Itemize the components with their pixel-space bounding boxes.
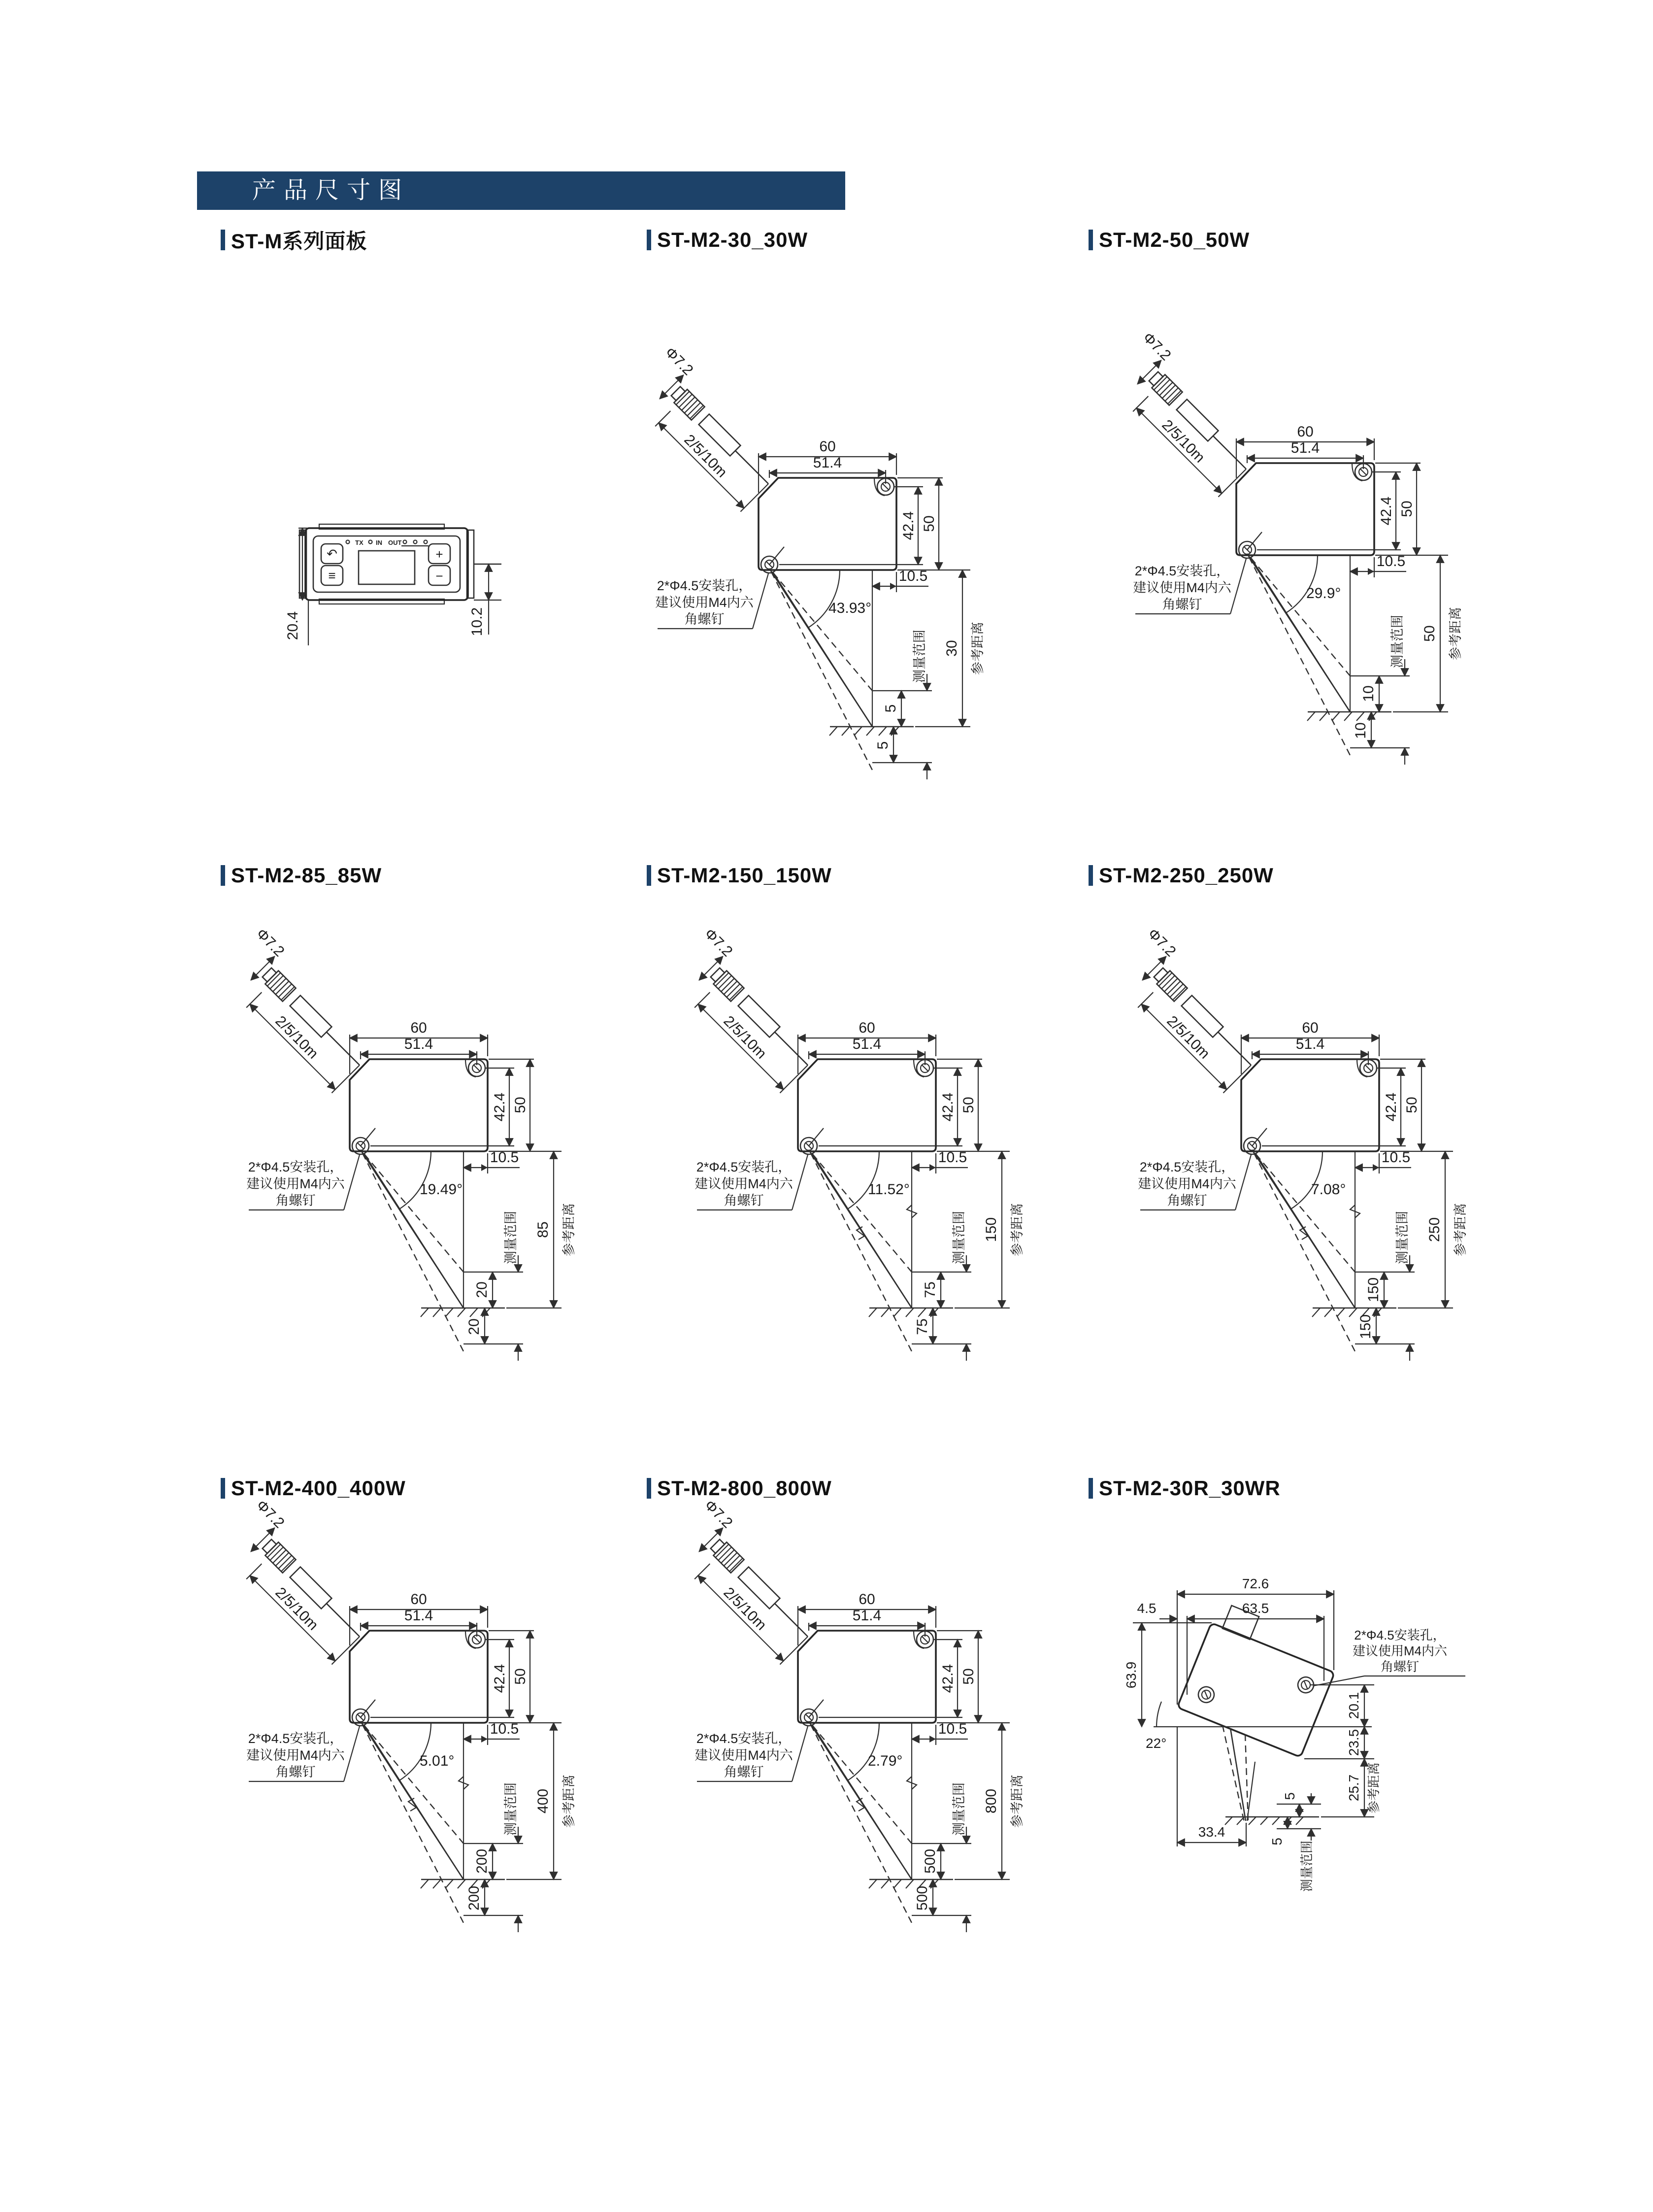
dim-width-label: 60 bbox=[819, 438, 836, 455]
dim-upper-label: 20.1 bbox=[1346, 1692, 1361, 1719]
section-title-text: ST-M2-250_250W bbox=[1099, 864, 1274, 887]
height-dimensions bbox=[819, 1059, 982, 1151]
range-caption: 测量范围 bbox=[503, 1782, 518, 1836]
dim-inner-width-label: 51.4 bbox=[404, 1036, 433, 1052]
sensor-body bbox=[1241, 1059, 1379, 1154]
title-accent-bar bbox=[1089, 230, 1093, 250]
mounting-note-line1: 2*Φ4.5安装孔， bbox=[248, 1160, 343, 1174]
dim-inner-width-label: 51.4 bbox=[852, 1036, 882, 1052]
dim-hole-width-label: 63.5 bbox=[1242, 1601, 1269, 1616]
tilt-angle-label: 22° bbox=[1146, 1736, 1167, 1751]
range-caption: 测量范围 bbox=[912, 630, 927, 683]
mounting-note bbox=[246, 1726, 360, 1781]
cable-assembly bbox=[1101, 330, 1268, 497]
dim-offset-label: 10.5 bbox=[1381, 1149, 1411, 1166]
range-near-label: 5 bbox=[1282, 1792, 1297, 1800]
cable-assembly bbox=[662, 1497, 830, 1665]
dim-cable-length-label: 2/5/10m bbox=[1158, 416, 1208, 466]
dim-height-label: 50 bbox=[921, 515, 937, 532]
dim-inner-width-label: 51.4 bbox=[852, 1608, 882, 1624]
mounting-note-line1: 2*Φ4.5安装孔， bbox=[1134, 564, 1230, 578]
section-title-text: ST-M2-30R_30WR bbox=[1099, 1476, 1281, 1500]
width-dimensions bbox=[1241, 1020, 1379, 1074]
ground-and-range bbox=[829, 630, 932, 779]
top-dimensions bbox=[1137, 1576, 1334, 1705]
panel-cable bbox=[474, 564, 501, 600]
dim-inner-width-label: 51.4 bbox=[813, 455, 842, 471]
mounting-note-line1: 2*Φ4.5安装孔， bbox=[1354, 1628, 1446, 1642]
section-title-400w bbox=[221, 1476, 406, 1501]
dim-cable-offset-label: 10.2 bbox=[469, 607, 485, 637]
section-title-800w bbox=[647, 1476, 832, 1501]
mounting-note bbox=[1133, 559, 1246, 614]
reference-distance-value: 150 bbox=[983, 1217, 999, 1242]
title-accent-bar bbox=[221, 230, 225, 250]
reference-distance-caption: 参考距离 bbox=[1366, 1762, 1381, 1814]
menu-icon: ≡ bbox=[328, 568, 336, 583]
section-title-text: ST-M系列面板 bbox=[231, 230, 367, 253]
beam-angle-arc bbox=[399, 1723, 431, 1780]
led-label-out: OUT bbox=[388, 539, 402, 546]
dim-height-label: 50 bbox=[1404, 1097, 1420, 1113]
status-leds bbox=[346, 539, 429, 546]
range-far-label: 20 bbox=[466, 1318, 482, 1335]
section-title-85w bbox=[221, 863, 382, 888]
ground-and-range bbox=[869, 1211, 971, 1361]
dim-cable-length-label: 2/5/10m bbox=[720, 1584, 770, 1634]
sensor-body bbox=[798, 1059, 936, 1154]
ground bbox=[1225, 1817, 1319, 1825]
dim-offset-label: 10.5 bbox=[1376, 553, 1406, 570]
led-label-tx: TX bbox=[355, 539, 364, 546]
height-dimensions bbox=[1257, 463, 1421, 555]
sensor-dimension-drawing bbox=[197, 1497, 621, 1980]
mounting-note-line2: 建议使用M4内六 bbox=[1133, 580, 1231, 595]
beam-angle-arc bbox=[848, 1151, 879, 1209]
left-dimensions bbox=[1124, 1623, 1372, 1751]
drawing-st-m2-150 bbox=[645, 925, 1069, 1411]
ground-and-range bbox=[869, 1782, 971, 1932]
reference-distance-value: 25.7 bbox=[1346, 1774, 1361, 1802]
right-dimensions bbox=[1304, 1685, 1381, 1817]
beam-angle-arc bbox=[848, 1723, 879, 1780]
cable-assembly bbox=[214, 926, 382, 1093]
dim-width-label: 60 bbox=[1302, 1020, 1319, 1036]
mounting-note bbox=[694, 1726, 808, 1781]
range-near-label: 20 bbox=[474, 1281, 490, 1298]
dim-inner-width-label: 51.4 bbox=[1295, 1036, 1325, 1052]
dim-hole-span-label: 42.4 bbox=[940, 1664, 956, 1693]
sensor-dimension-drawing bbox=[1084, 329, 1507, 813]
range-far-label: 5 bbox=[875, 741, 891, 750]
dim-cable-length-label: 2/5/10m bbox=[272, 1012, 322, 1062]
laser-beam bbox=[1247, 554, 1350, 755]
width-dimensions bbox=[759, 438, 896, 493]
section-title-text: ST-M2-85_85W bbox=[231, 864, 382, 887]
mounting-note-line2: 建议使用M4内六 bbox=[655, 595, 754, 610]
dim-width-label: 60 bbox=[859, 1591, 875, 1608]
beam-angle-arc bbox=[399, 1151, 431, 1209]
title-accent-bar bbox=[1089, 1478, 1093, 1499]
dim-cable-length-label: 2/5/10m bbox=[681, 431, 730, 481]
mounting-note-line1: 2*Φ4.5安装孔， bbox=[657, 578, 752, 593]
range-caption: 测量范围 bbox=[503, 1211, 518, 1264]
dim-offset-label: 10.5 bbox=[490, 1149, 519, 1166]
section-title-50w bbox=[1089, 228, 1250, 252]
mounting-note-line2: 建议使用M4内六 bbox=[246, 1176, 345, 1191]
range-near-label: 150 bbox=[1365, 1277, 1382, 1303]
section-title-text: ST-M2-800_800W bbox=[657, 1476, 832, 1500]
range-far-label: 5 bbox=[1269, 1838, 1285, 1845]
dim-inner-width-label: 51.4 bbox=[404, 1608, 433, 1624]
dim-cable-diameter-label: Φ7.2 bbox=[701, 1497, 736, 1532]
dim-edge-offset-label: 4.5 bbox=[1137, 1601, 1157, 1616]
mounting-note-line2: 建议使用M4内六 bbox=[246, 1748, 345, 1763]
laser-beam bbox=[361, 1721, 468, 1923]
mounting-note bbox=[246, 1155, 360, 1210]
mounting-note-line3: 角螺钉 bbox=[275, 1765, 316, 1779]
drawing-st-m2-250 bbox=[1089, 925, 1512, 1411]
dim-cable-diameter-label: Φ7.2 bbox=[661, 344, 696, 379]
sensor-dimension-drawing bbox=[197, 925, 621, 1409]
reference-distance-value: 85 bbox=[535, 1221, 551, 1238]
width-dimensions bbox=[350, 1591, 488, 1645]
mounting-note-line2: 建议使用M4内六 bbox=[694, 1748, 793, 1763]
mounting-note-line3: 角螺钉 bbox=[724, 1765, 764, 1779]
beam-break-marks bbox=[857, 1205, 917, 1240]
mounting-note-line3: 角螺钉 bbox=[1162, 597, 1202, 612]
section-title-30r bbox=[1089, 1476, 1281, 1501]
title-accent-bar bbox=[647, 865, 651, 886]
dim-width-label: 60 bbox=[1297, 424, 1314, 440]
dim-bottom-width-label: 33.4 bbox=[1198, 1824, 1225, 1840]
laser-beam bbox=[361, 1150, 463, 1351]
sensor-body bbox=[350, 1059, 488, 1154]
panel-body bbox=[299, 524, 474, 604]
minus-icon: − bbox=[435, 569, 443, 583]
range-far-label: 150 bbox=[1357, 1314, 1374, 1340]
dim-left-height-label: 63.9 bbox=[1124, 1661, 1139, 1689]
dim-hole-span-label: 42.4 bbox=[940, 1092, 956, 1122]
dim-hole-span-label: 42.4 bbox=[1383, 1092, 1399, 1122]
range-far-label: 500 bbox=[914, 1885, 930, 1911]
mounting-note-line1: 2*Φ4.5安装孔， bbox=[696, 1160, 792, 1174]
dim-hole-span-label: 42.4 bbox=[492, 1664, 508, 1693]
beam-angle-label: 2.79° bbox=[868, 1753, 903, 1769]
beam-angle-label: 7.08° bbox=[1311, 1181, 1346, 1198]
range-near-label: 75 bbox=[922, 1281, 938, 1298]
dim-cable-diameter-label: Φ7.2 bbox=[1144, 925, 1179, 960]
title-accent-bar bbox=[647, 1478, 651, 1499]
section-title-text: ST-M2-150_150W bbox=[657, 864, 832, 887]
dim-cable-diameter-label: Φ7.2 bbox=[253, 925, 288, 960]
mounting-note-line3: 角螺钉 bbox=[1167, 1193, 1207, 1208]
height-dimensions bbox=[819, 1631, 982, 1723]
mounting-note-line3: 角螺钉 bbox=[724, 1193, 764, 1208]
title-accent-bar bbox=[647, 230, 651, 250]
reference-distance-value: 30 bbox=[944, 640, 960, 657]
sensor-dimension-drawing bbox=[1089, 925, 1512, 1409]
led-label-in: IN bbox=[376, 539, 382, 546]
dim-hole-span-label: 42.4 bbox=[1378, 496, 1394, 526]
dim-offset-label: 10.5 bbox=[490, 1721, 519, 1737]
reference-distance-value: 250 bbox=[1426, 1217, 1443, 1242]
reference-distance-caption: 参考距离 bbox=[1010, 1203, 1025, 1256]
ground-and-range bbox=[421, 1782, 523, 1932]
dim-offset-label: 10.5 bbox=[938, 1149, 967, 1166]
dim-cable-diameter-label: Φ7.2 bbox=[701, 925, 736, 960]
range-caption: 测量范围 bbox=[1299, 1840, 1314, 1892]
reference-distance-caption: 参考距离 bbox=[1010, 1775, 1025, 1828]
dim-width-label: 60 bbox=[410, 1591, 427, 1608]
drawing-st-m2-50 bbox=[1084, 329, 1507, 815]
cable-assembly bbox=[623, 344, 791, 512]
section-title-150w bbox=[647, 863, 832, 888]
plus-icon: + bbox=[435, 547, 443, 562]
reference-distance-caption: 参考距离 bbox=[562, 1775, 576, 1828]
drawing-st-m2-400 bbox=[197, 1497, 621, 1983]
drawing-st-m2-85 bbox=[197, 925, 621, 1411]
dim-height-label: 50 bbox=[960, 1668, 977, 1685]
dim-inner-width-label: 51.4 bbox=[1290, 440, 1320, 456]
reference-distance-caption: 参考距离 bbox=[1453, 1203, 1468, 1256]
mounting-note-line3: 角螺钉 bbox=[684, 612, 725, 627]
dim-offset-label: 10.5 bbox=[938, 1721, 967, 1737]
sensor-body bbox=[350, 1631, 488, 1726]
measuring-range bbox=[1269, 1792, 1321, 1892]
dim-height-label: 50 bbox=[960, 1097, 977, 1113]
cable-assembly bbox=[662, 926, 830, 1093]
page-title: 产品尺寸图 bbox=[252, 177, 410, 203]
ground-and-range bbox=[1307, 615, 1410, 765]
range-caption: 测量范围 bbox=[1395, 1211, 1410, 1264]
ground-and-range bbox=[421, 1211, 523, 1361]
dim-hole-span-label: 42.4 bbox=[900, 511, 917, 540]
beam-break-marks bbox=[857, 1776, 917, 1811]
dim-offset-label: 10.5 bbox=[898, 568, 928, 584]
dim-width-label: 60 bbox=[859, 1020, 875, 1036]
dim-mid-label: 23.5 bbox=[1346, 1729, 1361, 1756]
mounting-note-line3: 角螺钉 bbox=[1380, 1659, 1420, 1674]
dim-panel-height-label: 20.4 bbox=[285, 611, 301, 640]
dim-top-width-label: 72.6 bbox=[1242, 1576, 1269, 1591]
drawing-st-m2-800 bbox=[645, 1497, 1069, 1983]
range-near-label: 200 bbox=[474, 1848, 490, 1874]
panel-display bbox=[359, 551, 415, 584]
dim-height-label: 50 bbox=[512, 1668, 529, 1685]
reference-distance-value: 50 bbox=[1422, 625, 1438, 642]
mounting-note bbox=[1138, 1155, 1251, 1210]
width-dimensions bbox=[350, 1020, 488, 1074]
beam-angle-label: 29.9° bbox=[1306, 585, 1341, 602]
sensor-dimension-drawing bbox=[645, 1497, 1069, 1980]
mounting-note bbox=[694, 1155, 808, 1210]
dim-height-label: 50 bbox=[1399, 501, 1415, 517]
drawing-panel bbox=[276, 512, 502, 663]
reference-distance-value: 800 bbox=[983, 1788, 999, 1814]
range-far-label: 75 bbox=[914, 1318, 930, 1335]
reference-distance-caption: 参考距离 bbox=[562, 1203, 576, 1256]
beam-angle-arc bbox=[1286, 555, 1318, 613]
range-near-label: 10 bbox=[1360, 685, 1377, 702]
range-near-label: 500 bbox=[922, 1848, 938, 1874]
beam-break-marks bbox=[1300, 1205, 1360, 1240]
mounting-note bbox=[655, 573, 768, 629]
sensor-dimension-drawing bbox=[645, 925, 1069, 1409]
drawing-st-m2-30 bbox=[606, 344, 1029, 830]
dim-width-label: 60 bbox=[410, 1020, 427, 1036]
cable-assembly bbox=[1106, 926, 1273, 1093]
laser-beam bbox=[1223, 1725, 1255, 1822]
height-dimensions bbox=[1262, 1059, 1425, 1151]
mounting-note-line2: 建议使用M4内六 bbox=[1352, 1643, 1448, 1658]
dim-height-label: 50 bbox=[512, 1097, 529, 1113]
laser-beam bbox=[1252, 1150, 1360, 1351]
range-caption: 测量范围 bbox=[952, 1211, 966, 1264]
section-title-panel bbox=[221, 228, 367, 252]
mounting-note-line2: 建议使用M4内六 bbox=[1138, 1176, 1236, 1191]
beam-angle-arc bbox=[1291, 1151, 1322, 1209]
rotated-sensor-dimension-drawing bbox=[1098, 1547, 1532, 2040]
beam-break-marks bbox=[408, 1776, 468, 1811]
section-title-30w bbox=[647, 228, 808, 252]
dim-cable-diameter-label: Φ7.2 bbox=[253, 1497, 288, 1532]
reference-distance-value: 400 bbox=[535, 1788, 551, 1814]
height-dimensions bbox=[370, 1059, 534, 1151]
back-icon: ↶ bbox=[327, 546, 337, 561]
width-dimensions bbox=[798, 1591, 936, 1645]
mounting-note bbox=[1313, 1628, 1465, 1686]
width-dimensions bbox=[1236, 424, 1374, 478]
laser-beam bbox=[809, 1721, 917, 1923]
section-title-text: ST-M2-50_50W bbox=[1099, 228, 1250, 251]
section-title-text: ST-M2-30_30W bbox=[657, 228, 808, 251]
sensor-body bbox=[1177, 1601, 1344, 1757]
sensor-body bbox=[759, 478, 896, 573]
beam-angle-arc bbox=[808, 570, 840, 628]
laser-beam bbox=[809, 1150, 917, 1351]
tilt-angle-arc bbox=[1157, 1702, 1161, 1727]
title-accent-bar bbox=[221, 1478, 225, 1499]
section-title-text: ST-M2-400_400W bbox=[231, 1476, 406, 1500]
range-far-label: 200 bbox=[466, 1885, 482, 1911]
dim-cable-length-label: 2/5/10m bbox=[720, 1012, 770, 1062]
drawing-st-m2-30r bbox=[1098, 1547, 1532, 2042]
range-near-label: 5 bbox=[883, 704, 899, 713]
dim-cable-diameter-label: Φ7.2 bbox=[1139, 329, 1174, 364]
beam-angle-label: 19.49° bbox=[420, 1181, 463, 1198]
mounting-note-line1: 2*Φ4.5安装孔， bbox=[1139, 1160, 1235, 1174]
range-far-label: 10 bbox=[1353, 722, 1369, 739]
laser-beam bbox=[769, 569, 872, 770]
cable-assembly bbox=[214, 1497, 382, 1665]
section-title-250w bbox=[1089, 863, 1274, 888]
panel-dimensions bbox=[285, 528, 489, 645]
mounting-note-line2: 建议使用M4内六 bbox=[694, 1176, 793, 1191]
sensor-body bbox=[798, 1631, 936, 1726]
mounting-note-line3: 角螺钉 bbox=[275, 1193, 316, 1208]
beam-angle-label: 11.52° bbox=[868, 1181, 910, 1198]
range-caption: 测量范围 bbox=[952, 1782, 966, 1836]
width-dimensions bbox=[798, 1020, 936, 1074]
dim-cable-length-label: 2/5/10m bbox=[272, 1584, 322, 1634]
height-dimensions bbox=[370, 1631, 534, 1723]
title-accent-bar bbox=[1089, 865, 1093, 886]
mounting-note-line1: 2*Φ4.5安装孔， bbox=[248, 1731, 343, 1746]
reference-distance-caption: 参考距离 bbox=[970, 622, 985, 675]
page-header-bar bbox=[197, 171, 845, 210]
dim-cable-length-label: 2/5/10m bbox=[1163, 1012, 1213, 1062]
range-caption: 测量范围 bbox=[1390, 615, 1405, 668]
sensor-body bbox=[1236, 463, 1374, 558]
height-dimensions bbox=[779, 478, 943, 570]
sensor-dimension-drawing bbox=[606, 344, 1029, 828]
ground-and-range bbox=[1312, 1211, 1415, 1361]
beam-angle-label: 5.01° bbox=[420, 1753, 455, 1769]
dim-hole-span-label: 42.4 bbox=[492, 1092, 508, 1122]
mounting-note-line1: 2*Φ4.5安装孔， bbox=[696, 1731, 792, 1746]
reference-distance-caption: 参考距离 bbox=[1448, 607, 1463, 660]
title-accent-bar bbox=[221, 865, 225, 886]
panel-dimension-drawing bbox=[276, 512, 502, 660]
beam-angle-label: 43.93° bbox=[828, 600, 872, 616]
